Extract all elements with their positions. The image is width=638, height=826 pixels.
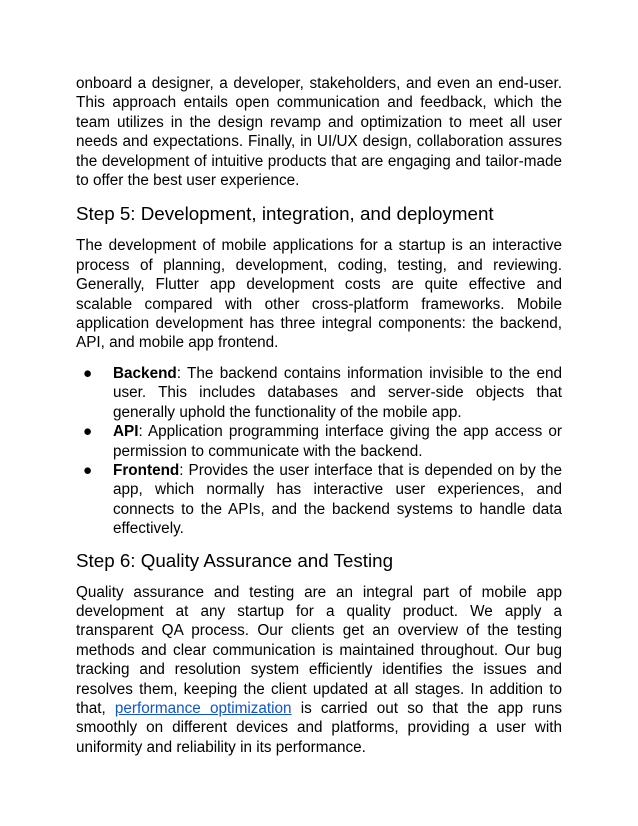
term-api: API (113, 423, 139, 441)
bullet-icon: ● (83, 423, 93, 441)
step6-heading: Step 6: Quality Assurance and Testing (76, 549, 394, 571)
bullet-icon: ● (83, 461, 93, 479)
step6-paragraph (76, 583, 562, 758)
term-frontend: Frontend (113, 461, 180, 479)
desc-api: : Application programming interface giving the app access or permission to communicate with the backend. (113, 423, 562, 460)
step6-text-after-link: is carried out so that the app runs smoothly on different devices and platforms, providing a user with uniformity and reliability in its performance. (76, 699, 562, 756)
desc-backend: : The backend contains information invisible to the end user. This includes databases and server-side objects that generally uphold the functionality of the mobile app. (113, 364, 562, 421)
components-list (76, 364, 562, 539)
document-page (76, 74, 562, 757)
step6-text-before-link: Quality assurance and testing are an integral part of mobile app development at any startup for a quality product. We apply a transparent QA process. Our clients get an overview of the testing methods and clear communication is maintained throughout. Our bug tracking and resolution system efficiently identifies the issues and resolves them, keeping the client updated at all stages. In addition to that, (76, 583, 562, 717)
intro-paragraph: onboard a designer, a developer, stakeholders, and even an end-user. This approach entails open communication and feedback, which the team utilizes in the design revamp and optimization to meet all user needs and expectations. Finally, in UI/UX design, collaboration assures the development of intuitive products that are engaging and tailor-made to offer the best user experience. (76, 75, 562, 190)
step5-heading: Step 5: Development, integration, and deployment (76, 203, 494, 225)
list-item-backend (76, 364, 562, 422)
performance-optimization-link[interactable]: performance optimization (114, 699, 292, 717)
list-item-frontend (76, 461, 562, 539)
desc-frontend: : Provides the user interface that is depended on by the app, which normally has interactive user experiences, and connects to the APIs, and the backend systems to handle data effectively. (113, 461, 562, 538)
bullet-icon: ● (83, 364, 93, 382)
list-item-api (76, 422, 562, 461)
step5-paragraph: The development of mobile applications for a startup is an interactive process of planning, development, coding, testing, and reviewing. Generally, Flutter app development costs are quite effective and scalable compared with other cross-platform frameworks. Mobile application development has three integral components: the backend, API, and mobile app frontend. (76, 237, 562, 352)
term-backend: Backend (113, 364, 177, 382)
